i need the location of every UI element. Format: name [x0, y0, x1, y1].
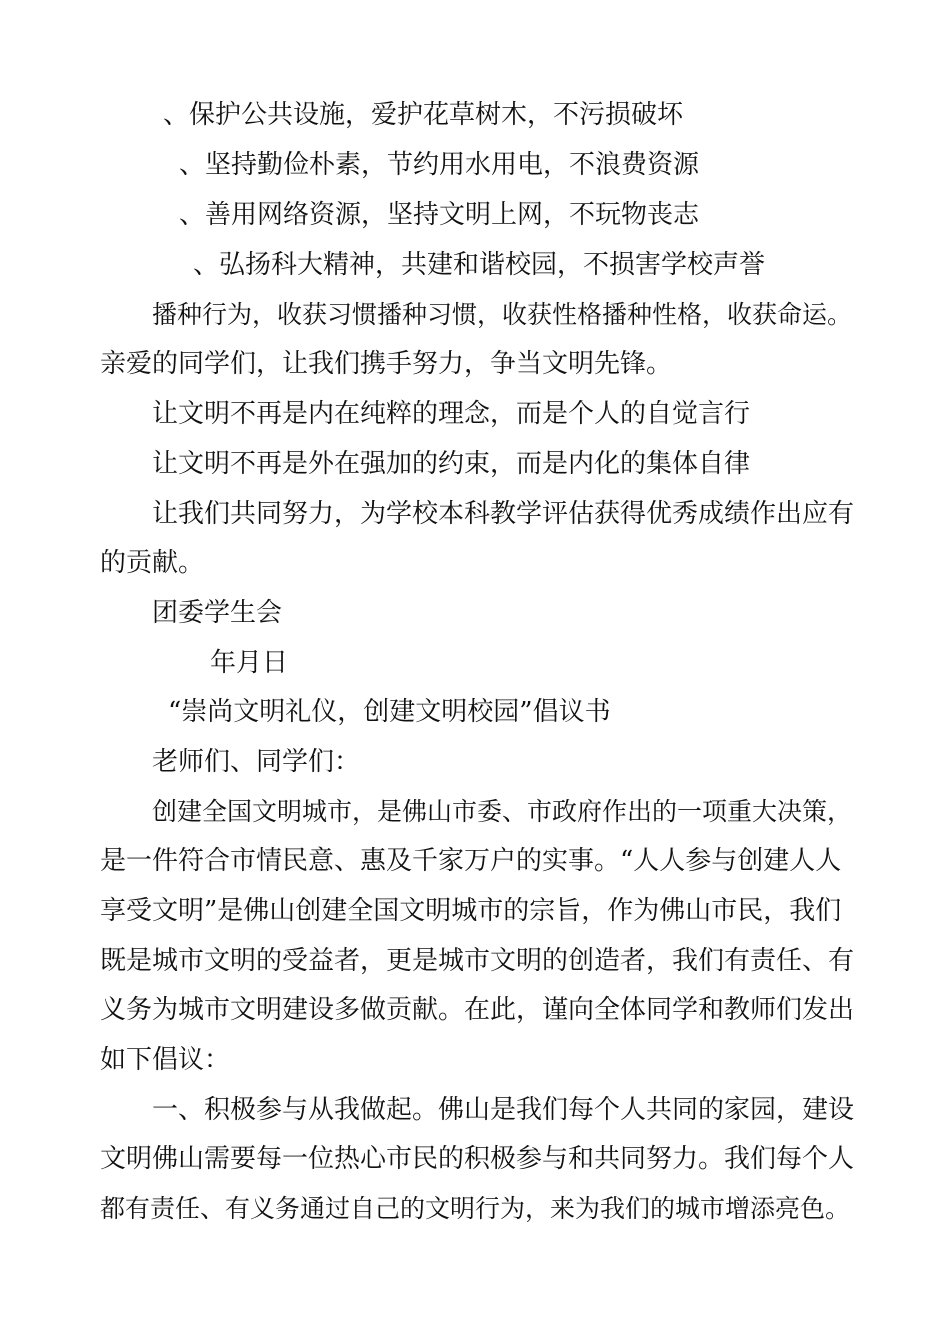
body-text-line: 让我们共同努力，为学校本科教学评估获得优秀成绩作出应有 [152, 499, 855, 529]
body-text-line: 的贡献。 [100, 548, 205, 578]
signature-date: 年月日 [210, 648, 289, 678]
body-text-line: 享受文明”是佛山创建全国文明城市的宗旨，作为佛山市民，我们 [100, 896, 842, 926]
body-text-line: 义务为城市文明建设多做贡献。在此，谨向全体同学和教师们发出 [100, 995, 855, 1025]
body-text-line: 播种行为，收获习惯播种习惯，收获性格播种性格，收获命运。 [152, 300, 853, 329]
initiative-item-line: 、弘扬科大精神，共建和谐校园，不损害学校声誉 [193, 250, 766, 280]
body-text-line: 亲爱的同学们，让我们携手努力，争当文明先锋。 [100, 349, 673, 379]
initiative-item-line: 、善用网络资源，坚持文明上网，不玩物丧志 [179, 200, 700, 230]
salutation: 老师们、同学们： [152, 747, 361, 777]
initiative-item-line: 、保护公共设施，爱护花草树木，不污损破坏 [163, 100, 684, 130]
body-text-line: 让文明不再是外在强加的约束，而是内化的集体自律 [152, 449, 751, 479]
body-text-line: 让文明不再是内在纯粹的理念，而是个人的自觉言行 [152, 399, 751, 429]
body-text-line: 如下倡议： [100, 1045, 231, 1075]
body-text-line: 一、积极参与从我做起。佛山是我们每个人共同的家园，建设 [152, 1095, 855, 1125]
body-text-line: 文明佛山需要每一位热心市民的积极参与和共同努力。我们每个人 [100, 1144, 855, 1174]
signature-organization: 团委学生会 [152, 598, 283, 628]
body-text-line: 既是城市文明的受益者，更是城市文明的创造者，我们有责任、有 [100, 946, 855, 976]
body-text-line: 创建全国文明城市，是佛山市委、市政府作出的一项重大决策， [152, 797, 853, 826]
initiative-item-line: 、坚持勤俭朴素，节约用水用电，不浪费资源 [179, 150, 700, 180]
body-text-line: 是一件符合市情民意、惠及千家万户的实事。“人人参与创建人人 [100, 846, 842, 876]
body-text-line: 都有责任、有义务通过自己的文明行为，来为我们的城市增添亮色。 [100, 1194, 851, 1223]
proposal-title: “崇尚文明礼仪，创建文明校园”倡议书 [168, 697, 611, 727]
